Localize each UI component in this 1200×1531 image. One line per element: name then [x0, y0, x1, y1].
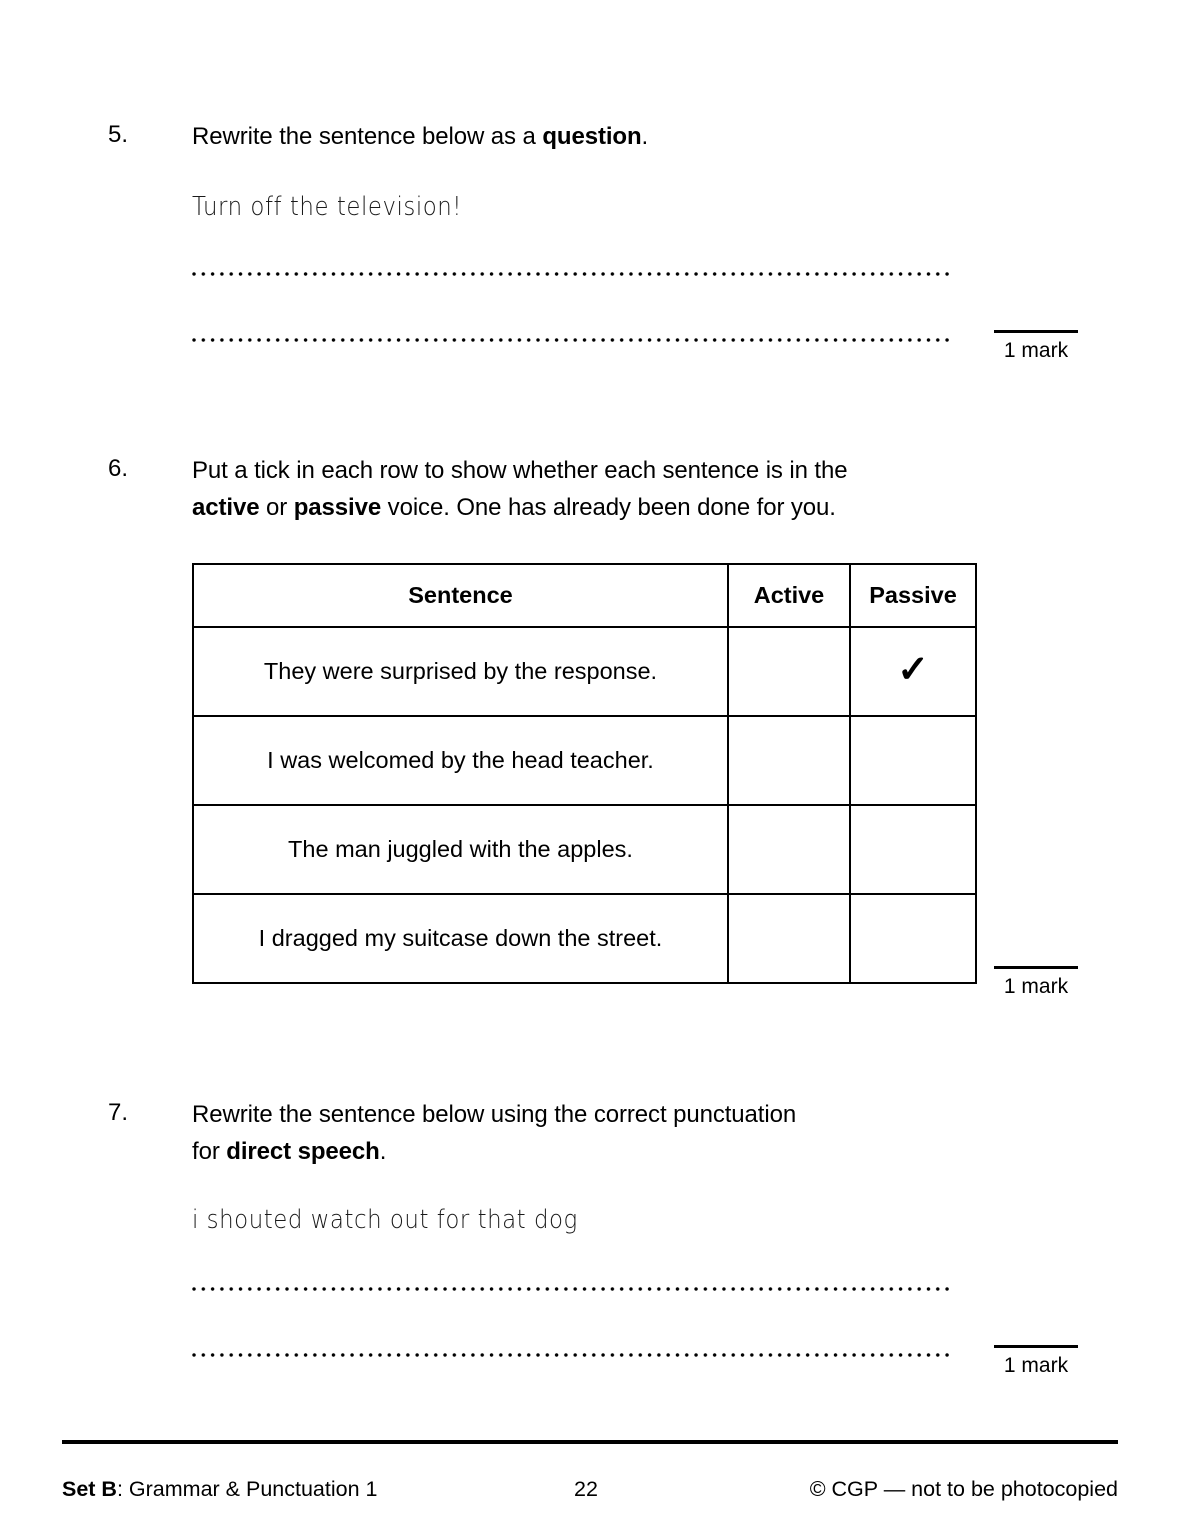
question-7-number: 7.	[108, 1099, 129, 1126]
question-6-number: 6.	[108, 455, 129, 482]
question-6-prompt-tail: voice. One has already been done for you.	[381, 494, 836, 521]
question-6-bold-active: active	[192, 494, 260, 521]
question-6-prompt-line-1: Put a tick in each row to show whether each sentence is in the	[192, 457, 848, 484]
table-header-active: Active	[728, 564, 850, 627]
table-row	[193, 894, 976, 983]
table-cell-passive[interactable]	[850, 716, 976, 805]
table-row	[193, 627, 976, 716]
question-6-prompt-line-2	[192, 489, 952, 526]
table-header-sentence: Sentence	[193, 564, 728, 627]
table-cell-sentence: They were surprised by the response.	[193, 627, 728, 716]
table-header-passive: Passive	[850, 564, 976, 627]
question-5-prompt-bold: question	[542, 123, 642, 150]
mark-rule	[994, 1345, 1078, 1348]
question-5-prompt-part2: .	[641, 123, 649, 150]
footer-set-rest: : Grammar & Punctuation 1	[116, 1477, 378, 1501]
table-cell-active[interactable]	[728, 805, 850, 894]
footer-copyright: © CGP — not to be photocopied	[809, 1477, 1118, 1501]
question-7-bold-direct-speech: direct speech	[226, 1138, 380, 1165]
question-7-answer-line-1[interactable]	[192, 1281, 950, 1297]
question-5-mark-label: 1 mark	[1003, 339, 1069, 362]
question-7-prompt-line-2	[192, 1133, 952, 1170]
active-passive-table	[192, 563, 977, 984]
table-header-row	[193, 564, 976, 627]
page-number: 22	[574, 1477, 598, 1501]
question-6-body	[192, 452, 952, 526]
page-footer	[62, 1474, 1118, 1504]
table-cell-sentence: I dragged my suitcase down the street.	[193, 894, 728, 983]
question-5-answer-line-1[interactable]	[192, 266, 950, 282]
table-cell-passive[interactable]	[850, 627, 976, 716]
question-7-mark-label: 1 mark	[1003, 1354, 1069, 1377]
table-cell-passive[interactable]	[850, 894, 976, 983]
footer-divider	[62, 1440, 1118, 1444]
table-cell-active[interactable]	[728, 627, 850, 716]
question-5-answer-line-2[interactable]	[192, 332, 950, 348]
question-5-body	[192, 118, 952, 348]
question-6-mark-box	[976, 966, 1096, 999]
table-cell-active[interactable]	[728, 894, 850, 983]
question-7-prompt-part1: for	[192, 1138, 227, 1165]
question-5-sample-sentence: Turn off the television!	[192, 192, 462, 222]
question-6-bold-passive: passive	[293, 494, 382, 521]
question-7-body	[192, 1096, 952, 1363]
mark-rule	[994, 966, 1078, 969]
question-7-prompt-line-1: Rewrite the sentence below using the correct punctuation	[192, 1101, 797, 1128]
table-cell-sentence: The man juggled with the apples.	[193, 805, 728, 894]
table-cell-active[interactable]	[728, 716, 850, 805]
table-cell-passive[interactable]	[850, 805, 976, 894]
question-7-mark-box	[976, 1345, 1096, 1378]
question-5-number: 5.	[108, 121, 129, 148]
tick-icon-passive: ✓	[897, 648, 929, 691]
question-5-prompt-part1: Rewrite the sentence below as a	[192, 123, 543, 150]
mark-rule	[994, 330, 1078, 333]
table-cell-sentence: I was welcomed by the head teacher.	[193, 716, 728, 805]
question-5-mark-box	[976, 330, 1096, 363]
question-7-sample-sentence: i shouted watch out for that dog	[192, 1205, 578, 1235]
question-6-mid-text: or	[259, 494, 294, 521]
table-row	[193, 805, 976, 894]
question-7-answer-line-2[interactable]	[192, 1347, 950, 1363]
question-5-prompt	[192, 118, 952, 155]
table-row	[193, 716, 976, 805]
question-6-mark-label: 1 mark	[1003, 975, 1069, 998]
question-7-prompt-part2: .	[379, 1138, 387, 1165]
footer-set-bold: Set B	[62, 1477, 117, 1501]
